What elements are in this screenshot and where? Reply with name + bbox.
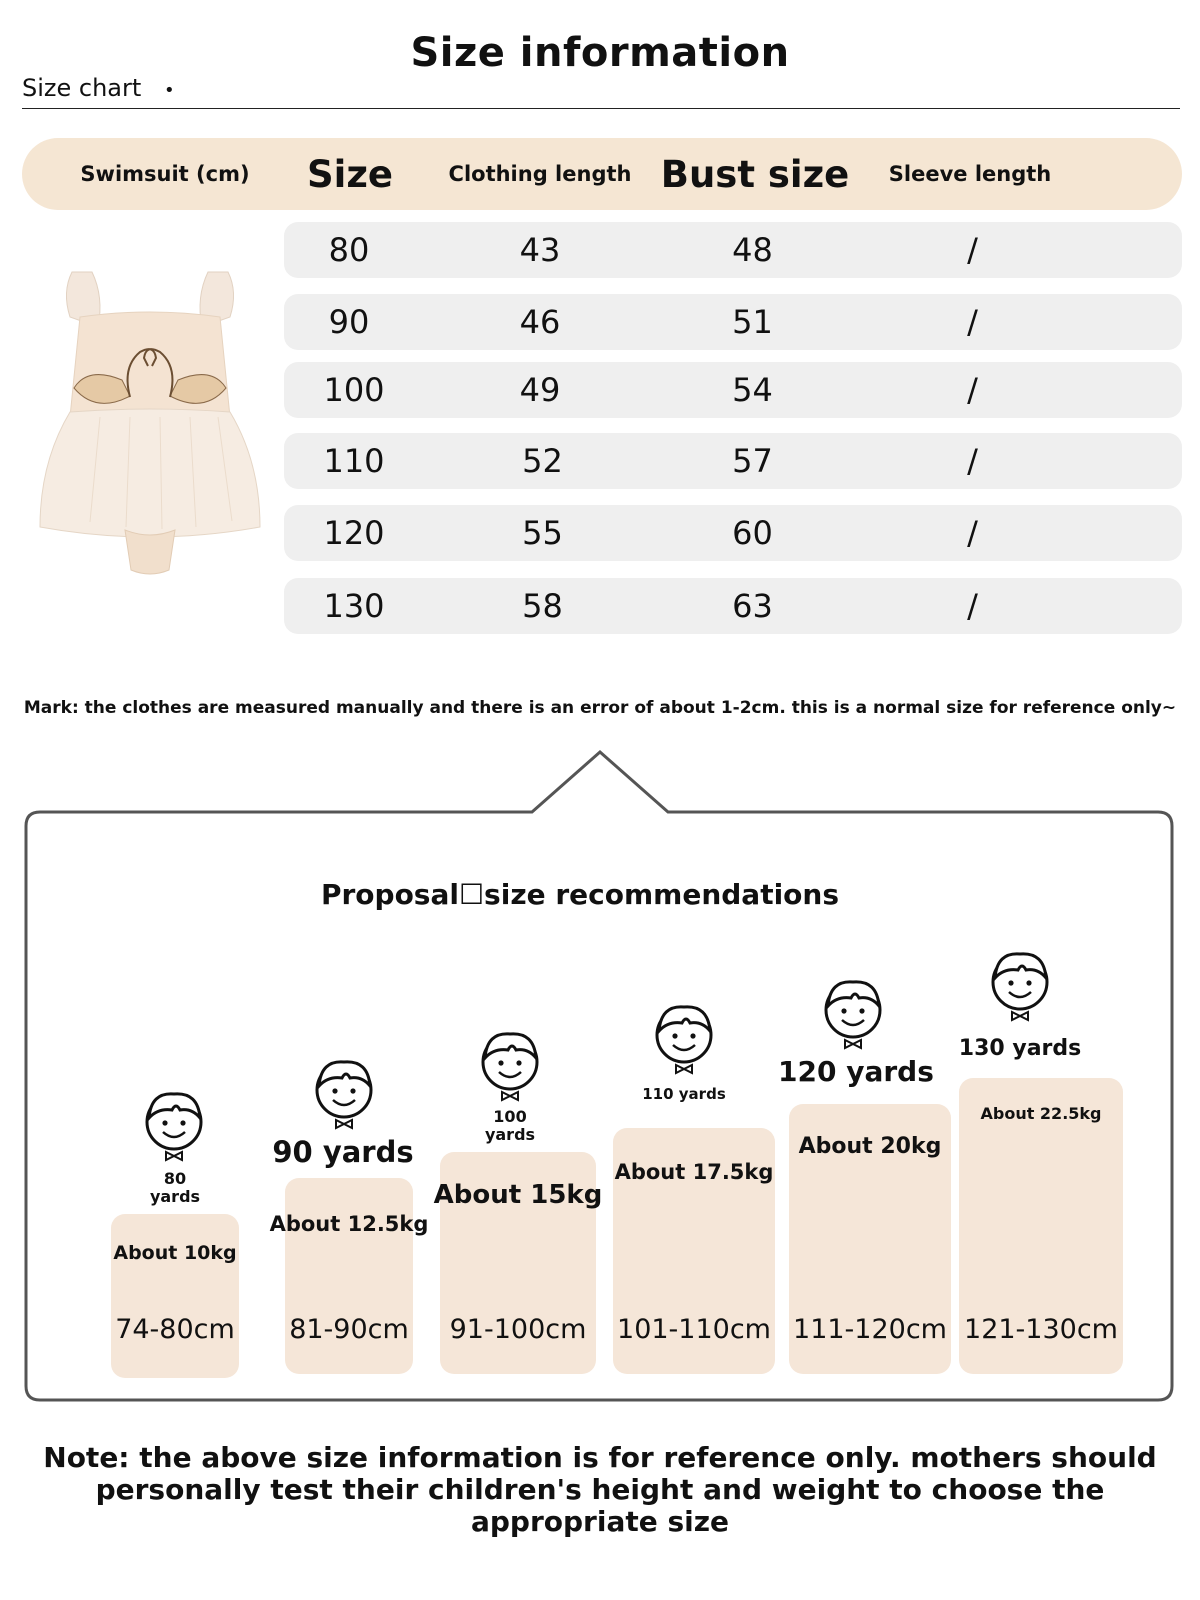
cell-length: 55	[522, 514, 563, 552]
weight-label: About 20kg	[798, 1134, 942, 1159]
child-icon	[987, 950, 1053, 1022]
size-column	[111, 1214, 239, 1378]
cell-sleeve: /	[967, 371, 978, 409]
header-clothing-length: Clothing length	[448, 162, 632, 186]
child-icon	[651, 1003, 717, 1075]
cell-bust: 57	[732, 442, 773, 480]
weight-label: About 17.5kg	[614, 1160, 774, 1184]
cell-length: 43	[519, 231, 561, 269]
cell-size: 90	[328, 303, 370, 341]
cell-sleeve: /	[967, 587, 978, 625]
yard-label: 80 yards	[149, 1169, 201, 1207]
child-icon	[311, 1058, 377, 1130]
child-icon	[141, 1090, 207, 1162]
weight-label: About 15kg	[433, 1180, 603, 1210]
cell-length: 46	[519, 303, 561, 341]
cell-size: 80	[328, 231, 370, 269]
cell-bust: 60	[732, 514, 773, 552]
height-label: 74-80cm	[115, 1314, 235, 1345]
cell-bust: 54	[732, 371, 773, 409]
yard-label: 120 yards	[778, 1055, 934, 1088]
page-title: Size information	[410, 30, 790, 76]
cell-length: 58	[522, 587, 563, 625]
yard-label: 100 yards	[484, 1107, 536, 1145]
size-chart-label: Size chart	[22, 74, 142, 102]
header-size: Size	[307, 152, 393, 196]
child-icon	[820, 978, 886, 1050]
height-label: 91-100cm	[449, 1314, 587, 1345]
cell-sleeve: /	[967, 303, 978, 341]
cell-bust: 51	[732, 303, 773, 341]
reference-note-line2: personally test their children's height and weight to choose the appropriate size	[95, 1473, 1105, 1538]
reference-note-line1: Note: the above size information is for reference only. mothers should	[43, 1441, 1157, 1474]
cell-bust: 48	[732, 231, 773, 269]
header-sleeve-length: Sleeve length	[888, 162, 1052, 186]
cell-size: 110	[323, 442, 385, 480]
reference-note	[0, 1442, 1200, 1538]
cell-length: 49	[519, 371, 561, 409]
recommendation-title: Proposal☐size recommendations	[320, 878, 840, 911]
yard-label: 110 yards	[642, 1085, 726, 1103]
cell-length: 52	[522, 442, 563, 480]
cell-sleeve: /	[967, 514, 978, 552]
height-label: 101-110cm	[617, 1314, 771, 1345]
height-label: 81-90cm	[289, 1314, 409, 1345]
cell-sleeve: /	[967, 442, 978, 480]
title-divider	[22, 108, 1180, 109]
cell-sleeve: /	[967, 231, 978, 269]
swan-swimsuit-image	[30, 262, 270, 582]
cell-size: 100	[323, 371, 385, 409]
weight-label: About 12.5kg	[269, 1212, 429, 1236]
cell-bust: 63	[732, 587, 773, 625]
child-icon	[477, 1030, 543, 1102]
header-swimsuit: Swimsuit (cm)	[80, 162, 250, 186]
height-label: 111-120cm	[793, 1314, 947, 1345]
yard-label: 90 yards	[272, 1135, 414, 1169]
measurement-mark: Mark: the clothes are measured manually and there is an error of about 1-2cm. this is a normal size for reference only~	[23, 698, 1177, 718]
header-bust-size: Bust size	[660, 152, 850, 196]
yard-label: 130 yards	[958, 1036, 1082, 1061]
height-label: 121-130cm	[964, 1314, 1118, 1345]
weight-label: About 10kg	[113, 1242, 237, 1264]
weight-label: About 22.5kg	[980, 1104, 1102, 1123]
cell-size: 120	[323, 514, 385, 552]
cell-size: 130	[323, 587, 385, 625]
size-chart-dot: •	[164, 80, 175, 101]
